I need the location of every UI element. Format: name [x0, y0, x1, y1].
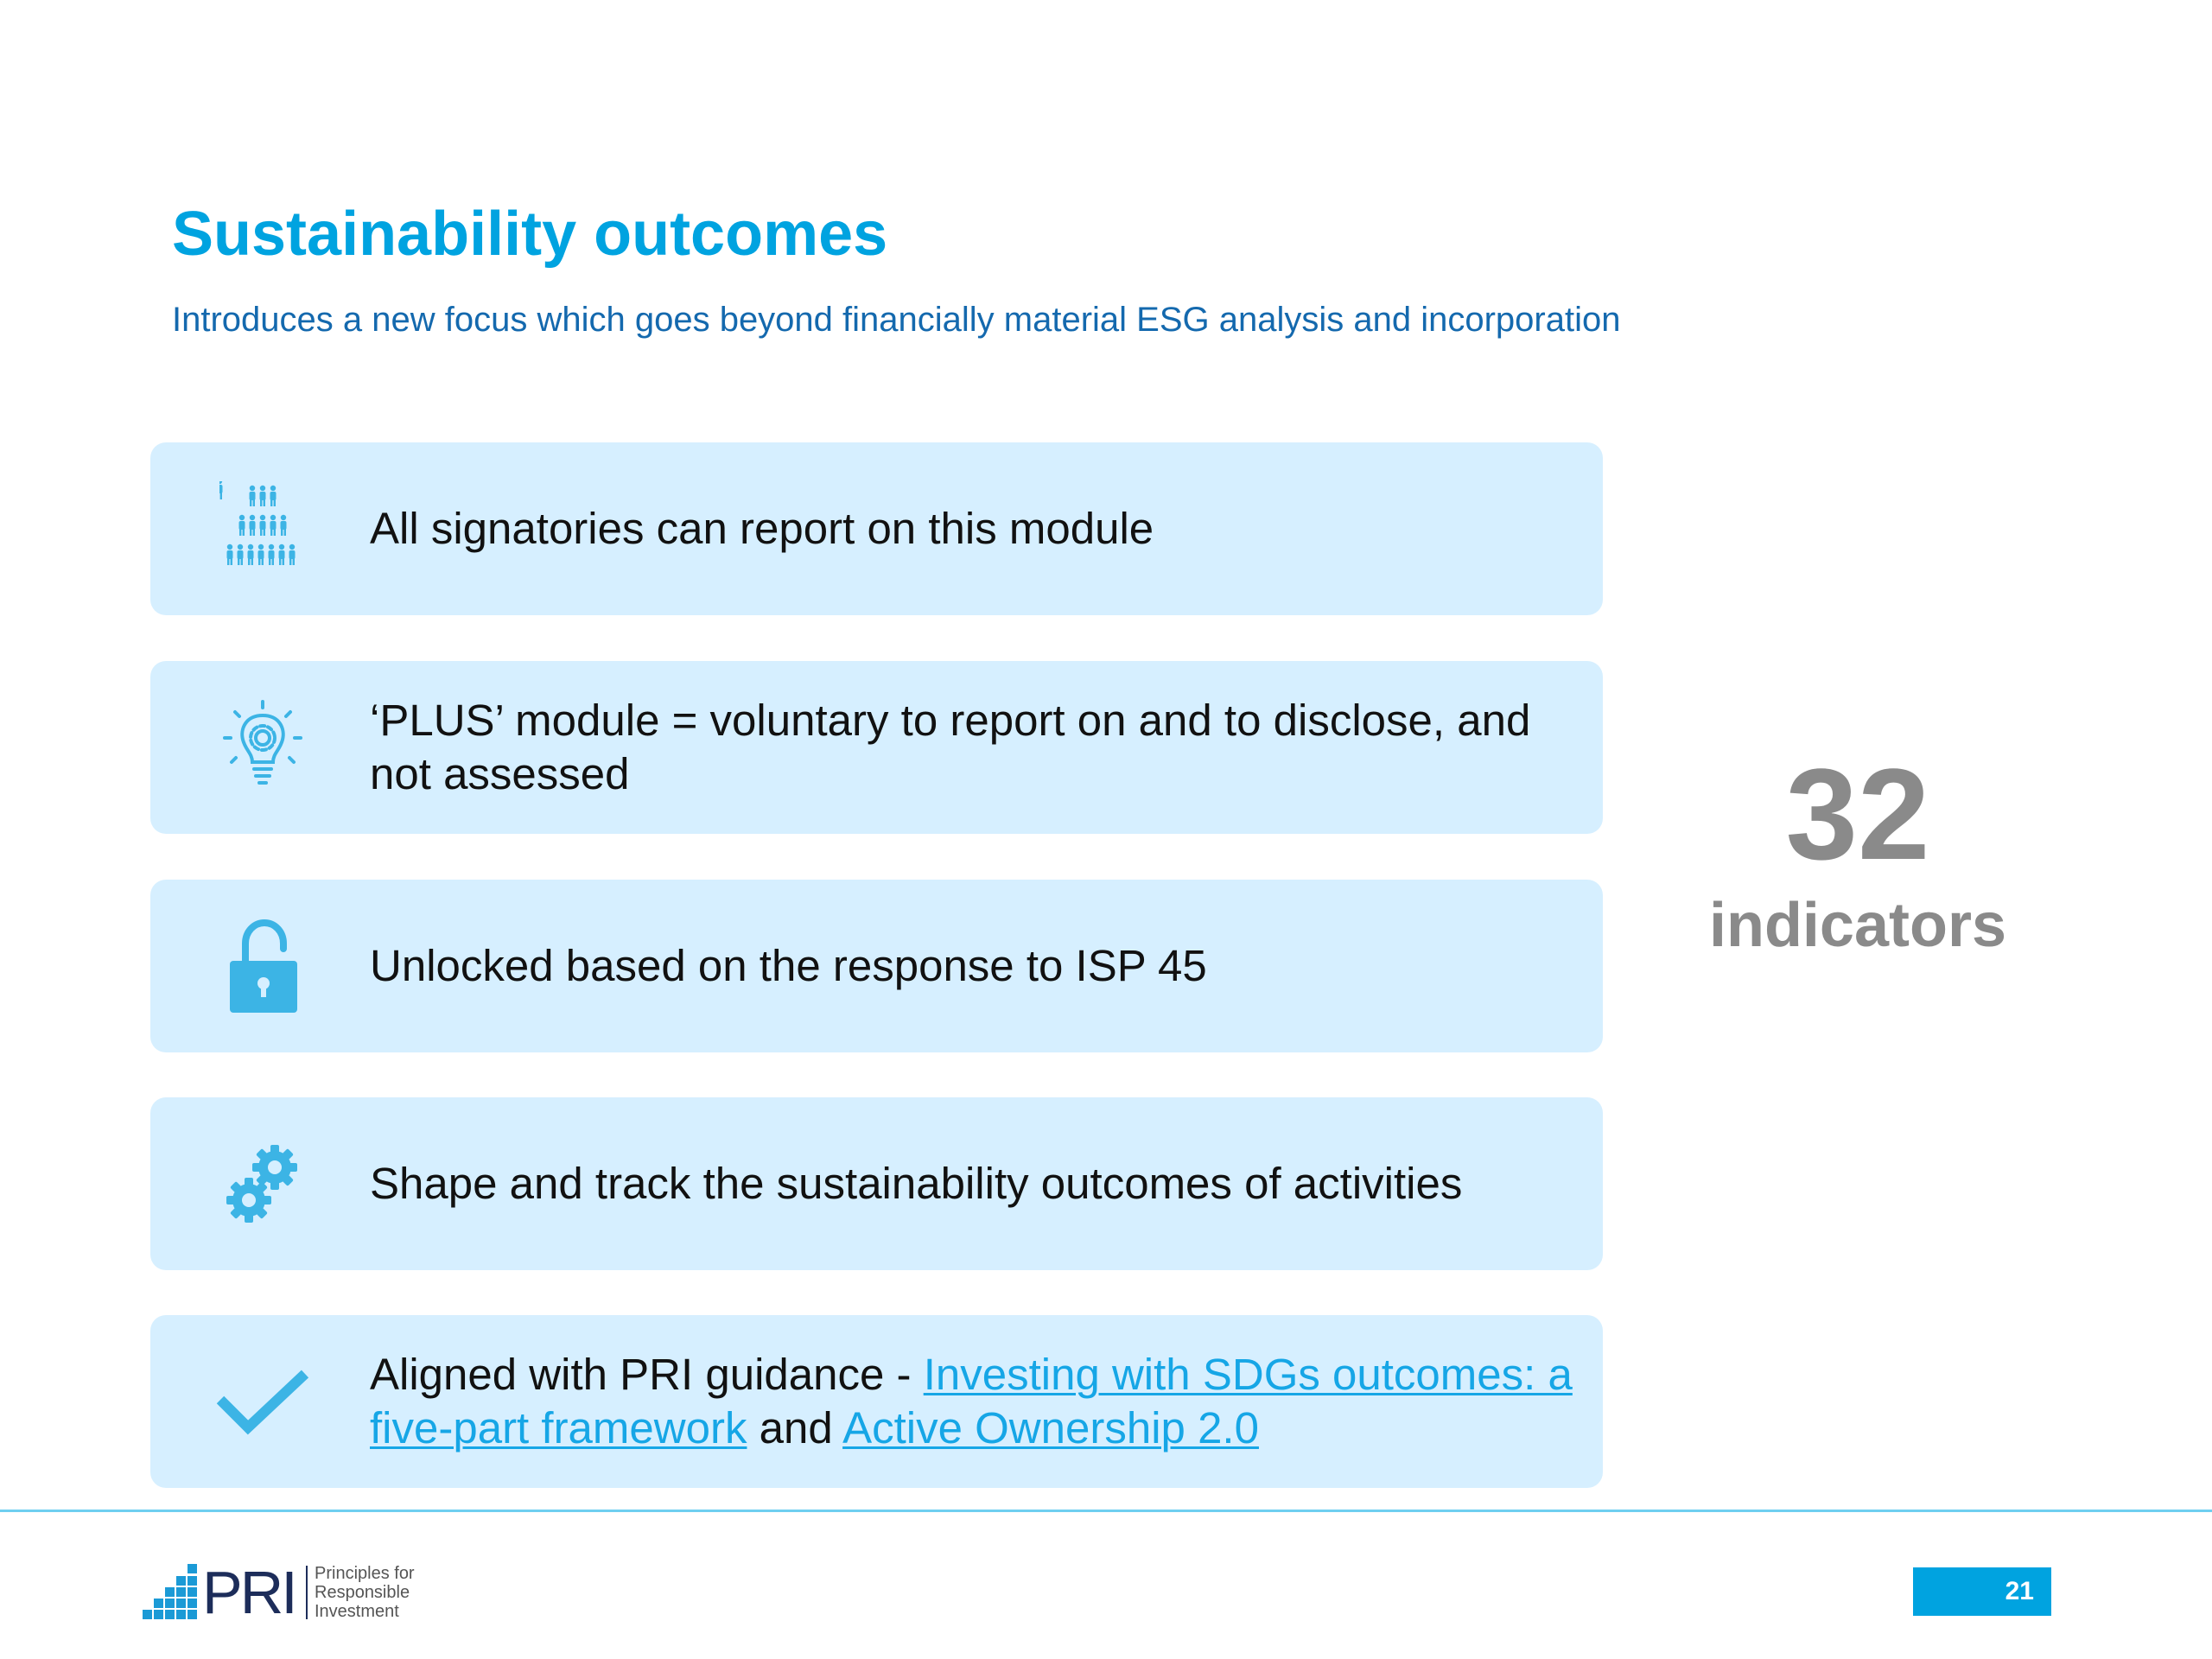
page-number-badge: 21 [1913, 1567, 2051, 1616]
checkmark-icon [202, 1341, 323, 1462]
info-card-plus-module [150, 661, 1603, 834]
lightbulb-gear-icon [202, 687, 323, 808]
tagline-line: Responsible [315, 1583, 410, 1602]
pri-logo-tagline [315, 1564, 415, 1621]
indicator-count: 32 [1785, 741, 1930, 887]
logo-separator [306, 1566, 308, 1619]
people-group-icon [202, 468, 323, 589]
gears-icon [202, 1123, 323, 1244]
info-card-unlocked [150, 880, 1603, 1052]
indicator-label: indicators [1708, 891, 2007, 960]
sdg-framework-link[interactable]: Investing with SDGs outcomes: a five-part framework [370, 1350, 1573, 1452]
card-text: Shape and track the sustainability outcomes of activities [370, 1159, 1463, 1208]
tagline-line: Principles for [315, 1564, 415, 1583]
active-ownership-link[interactable]: Active Ownership 2.0 [842, 1403, 1259, 1452]
unlocked-padlock-icon [202, 906, 323, 1027]
info-card-pri-guidance [150, 1315, 1603, 1488]
footer-divider [0, 1510, 2212, 1512]
card-text-before: Aligned with PRI guidance - [370, 1350, 924, 1399]
pri-logo-mark [149, 1562, 200, 1619]
card-text-middle: and [747, 1403, 843, 1452]
card-text: ‘PLUS’ module = voluntary to report on and to disclose, and not assessed [370, 696, 1531, 798]
tagline-line: Investment [315, 1602, 399, 1621]
pri-logo [149, 1559, 434, 1626]
card-text: Unlocked based on the response to ISP 45 [370, 941, 1207, 990]
slide-subtitle: Introduces a new focus which goes beyond financially material ESG analysis and incorporation [172, 301, 1621, 339]
info-card-shape-track [150, 1097, 1603, 1270]
slide-title: Sustainability outcomes [172, 200, 888, 269]
pri-logo-text: PRI [202, 1559, 296, 1626]
card-text [370, 1348, 1582, 1455]
card-text: All signatories can report on this module [370, 504, 1154, 553]
info-card-signatories [150, 442, 1603, 615]
